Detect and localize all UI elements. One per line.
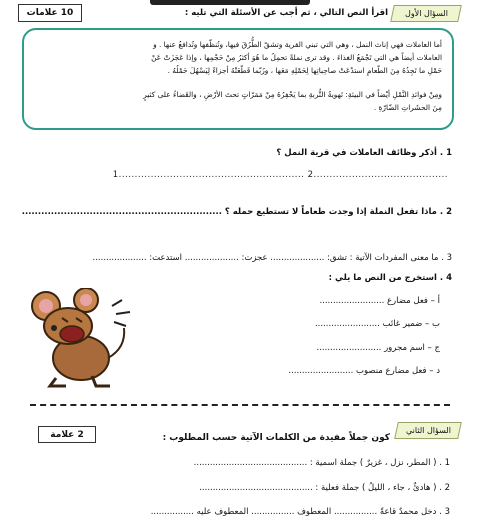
section-divider — [30, 404, 450, 406]
cartoon-mouse-illustration — [26, 288, 136, 388]
question-4-item-a: أ – فعل مضارع ........................ — [319, 296, 440, 306]
passage-line-1: أما العاملات فهي إناث النمل ، وهي التي تبني القرية وتشقّ الطُّرُقَ فيها، وتُنظّفها وتُدافعُ عنها . و — [153, 40, 442, 49]
question-4-item-c: ج – اسم مجرور ........................ — [316, 343, 440, 353]
passage-line-5: مِنَ الحشَراتِ الضّارّةِ . — [373, 103, 442, 112]
passage-box — [22, 28, 454, 130]
question-tab-label-2: السؤال الثاني — [405, 426, 451, 435]
section-2-item-3: 3 . دخل محمدٌ قاعةً ................ المعطوف ................ المعطوف عليه ................ — [150, 507, 450, 517]
question-4-item-b: ب – ضمير غائب ........................ — [314, 319, 440, 329]
question-3: 3 . ما معنى المفردات الآتية : تشق: .................... عجزت: .................... استدعت: .................... — [92, 253, 452, 263]
score-label-2: 2 علامة — [50, 429, 84, 440]
question-tab-2 — [394, 422, 462, 439]
section-2-item-2: 2 . ( هادئٌ ، جاء ، الليلُ ) جملة فعلية : .......................................... — [199, 483, 450, 493]
score-box-2 — [38, 426, 96, 443]
question-4: 4 . استخرج من النص ما يلي : — [328, 273, 452, 283]
instruction-2: كون جملاً مفيدة من الكلمات الآتية حسب المطلوب : — [162, 433, 390, 443]
section-2-item-1: 1 . ( المطر، نزل ، غزيرٌ ) جملة اسمية : .......................................... — [193, 458, 450, 468]
passage-line-3: حَمْلِ ما تَجِدُهُ مِنَ الطّعامِ استدْعَتْ صاحِباتِها لِحَمْلِهِ مَعَها ، ورُبّما قَطّعَتْهُ أجزاءً لِيَسْهُلَ حَمْلُهُ . — [167, 66, 442, 75]
top-bar — [150, 0, 310, 5]
question-4-item-d: د – فعل مضارع منصوب ........................ — [288, 366, 440, 376]
question-tab-label-1: السؤال الأول — [404, 9, 448, 18]
question-1-answer: ..........................................2 ..........................................................1 — [112, 170, 448, 180]
question-2: 2 . ماذا تفعل النملة إذا وجدت طعاماً لا تستطيع حمله ؟ .............................................................. — [21, 207, 452, 217]
question-tab-1 — [390, 5, 462, 22]
score-box-1 — [18, 4, 82, 22]
score-label-1: 10 علامات — [26, 8, 74, 18]
passage-line-4: ومِنْ فوائدِ النَّمْلِ أيْضاً في البيئةِ: تَهويةُ التُّربةِ بما يَحْفِرُهُ مِنْ مَمَرّاتٍ تحتَ الأرْضِ ، والقَضاءُ على كثيرٍ — [143, 90, 442, 99]
instruction-1: اقرأ النص التالي ، ثم أجب عن الأسئلة التي تليه : — [184, 8, 388, 18]
passage-line-2: العاملات أيضاً هي التي تَجْمَعُ الغذاءَ . وقد ترى نملةً تحمِلُ ما هُوَ أكثرُ مِنْ حَجْمِها ، وإذا عَجَزَتْ عَنْ — [151, 53, 442, 62]
question-1: 1 . أذكر وظائف العاملات في قرية النمل ؟ — [276, 148, 452, 158]
